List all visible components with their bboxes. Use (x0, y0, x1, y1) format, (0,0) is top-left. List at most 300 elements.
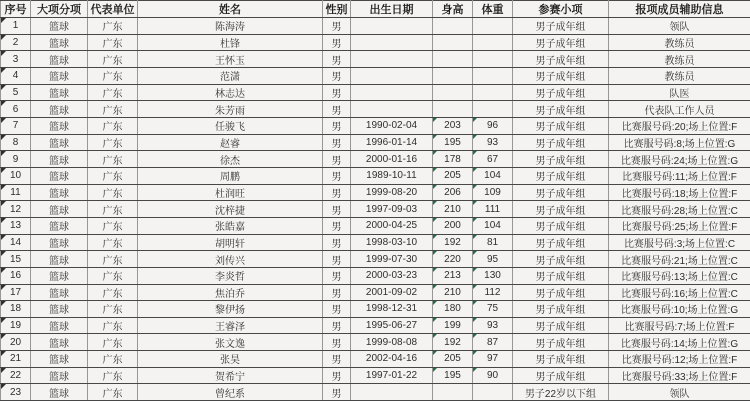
table-cell-xingbie (323, 367, 351, 384)
cell-text: 1997-01-22 (366, 370, 417, 381)
table-cell-fuzhu (609, 367, 750, 384)
table-cell-xiaoxiang (513, 351, 609, 368)
cell-text: 5 (13, 87, 19, 98)
cell-text: 教练员 (665, 72, 695, 83)
table-cell-fuzhu (609, 201, 750, 218)
cell-text: 203 (444, 120, 461, 131)
cell-text: 21 (10, 353, 21, 364)
cell-text: 97 (487, 353, 498, 364)
cell-text: 陈海涛 (215, 22, 245, 33)
table-cell-fuzhu (609, 151, 750, 168)
table-cell-xingming (138, 18, 323, 35)
cell-text: 男子成年组 (536, 322, 586, 333)
cell-text: 男子成年组 (536, 172, 586, 183)
table-cell-daxiang (31, 234, 88, 251)
table-row (1, 51, 750, 68)
cell-text: 广东 (103, 239, 123, 250)
table-row (1, 351, 750, 368)
cell-text: 比赛服号码:8;场上位置:G (624, 139, 736, 150)
cell-text: 篮球 (49, 289, 69, 300)
cell-text: 104 (484, 170, 501, 181)
table-cell-danwei (88, 201, 138, 218)
table-row (1, 67, 750, 84)
table-cell-danwei (88, 134, 138, 151)
cell-text: 109 (484, 187, 501, 198)
cell-text: 篮球 (49, 239, 69, 250)
cell-flag-triangle-icon (1, 185, 6, 190)
table-cell-xingming (138, 267, 323, 284)
cell-flag-triangle-icon (433, 251, 437, 255)
cell-flag-triangle-icon (1, 301, 6, 306)
cell-text: 黎伊扬 (215, 305, 245, 316)
table-cell-daxiang (31, 51, 88, 68)
table-cell-fuzhu (609, 267, 750, 284)
table-cell-daxiang (31, 217, 88, 234)
table-cell-xingbie (323, 351, 351, 368)
table-cell-danwei (88, 284, 138, 301)
cell-text: 男子成年组 (536, 122, 586, 133)
table-cell-daxiang (31, 101, 88, 118)
table-cell-xiaoxiang (513, 234, 609, 251)
table-cell-fuzhu (609, 167, 750, 184)
cell-text: 赵睿 (220, 139, 240, 150)
table-cell-daxiang (31, 117, 88, 134)
table-cell-xingming (138, 317, 323, 334)
table-cell-tizhong (473, 284, 513, 301)
cell-text: 1998-12-31 (366, 303, 417, 314)
cell-flag-triangle-icon (1, 35, 6, 40)
table-cell-shengao (433, 84, 473, 101)
cell-text: 男 (332, 22, 342, 33)
table-cell-daxiang (31, 151, 88, 168)
table-cell-xiaoxiang (513, 134, 609, 151)
table-cell-xuhao (1, 117, 31, 134)
cell-text: 比赛服号码:11;场上位置:F (622, 172, 737, 183)
table-cell-xingbie (323, 334, 351, 351)
table-cell-tizhong (473, 201, 513, 218)
cell-text: 篮球 (49, 22, 69, 33)
cell-text: 男 (332, 139, 342, 150)
cell-text: 男 (332, 156, 342, 167)
table-cell-fuzhu (609, 18, 750, 35)
column-header-xuhao: 序号 (1, 1, 31, 18)
cell-text: 男子成年组 (536, 39, 586, 50)
cell-text: 广东 (103, 389, 123, 400)
cell-text: 篮球 (49, 72, 69, 83)
table-cell-danwei (88, 234, 138, 251)
cell-text: 男子成年组 (536, 56, 586, 67)
cell-flag-triangle-icon (1, 151, 6, 156)
cell-text: 180 (444, 303, 461, 314)
cell-text: 张昊 (220, 355, 240, 366)
table-cell-danwei (88, 51, 138, 68)
table-cell-xingbie (323, 184, 351, 201)
table-cell-shengao (433, 34, 473, 51)
table-cell-xingbie (323, 267, 351, 284)
cell-text: 1 (13, 20, 19, 31)
cell-text: 男 (332, 122, 342, 133)
cell-text: 男 (332, 256, 342, 267)
cell-text: 192 (444, 237, 461, 248)
table-cell-xiaoxiang (513, 317, 609, 334)
table-cell-tizhong (473, 151, 513, 168)
table-cell-chusheng (351, 384, 433, 401)
table-cell-xuhao (1, 217, 31, 234)
cell-text: 男子成年组 (536, 189, 586, 200)
cell-flag-triangle-icon (1, 384, 6, 389)
table-cell-daxiang (31, 301, 88, 318)
cell-flag-triangle-icon (1, 351, 6, 356)
cell-flag-triangle-icon (1, 51, 6, 56)
cell-text: 15 (10, 254, 21, 265)
cell-flag-triangle-icon (1, 101, 6, 106)
cell-text: 男 (332, 322, 342, 333)
cell-text: 篮球 (49, 189, 69, 200)
table-cell-xiaoxiang (513, 217, 609, 234)
cell-text: 曾纪系 (215, 389, 245, 400)
cell-text: 195 (444, 137, 461, 148)
table-cell-xingbie (323, 167, 351, 184)
cell-text: 篮球 (49, 89, 69, 100)
table-cell-fuzhu (609, 384, 750, 401)
cell-text: 男子成年组 (536, 256, 586, 267)
table-cell-xingming (138, 167, 323, 184)
table-cell-daxiang (31, 251, 88, 268)
cell-text: 广东 (103, 256, 123, 267)
cell-flag-triangle-icon (473, 351, 477, 355)
cell-text: 210 (444, 204, 461, 215)
table-cell-daxiang (31, 167, 88, 184)
table-cell-daxiang (31, 201, 88, 218)
cell-text: 12 (10, 204, 21, 215)
table-cell-tizhong (473, 18, 513, 35)
table-cell-xuhao (1, 267, 31, 284)
table-cell-chusheng (351, 351, 433, 368)
table-row (1, 217, 750, 234)
cell-text: 195 (444, 370, 461, 381)
table-cell-danwei (88, 334, 138, 351)
table-cell-tizhong (473, 301, 513, 318)
cell-text: 队医 (670, 89, 690, 100)
cell-text: 205 (444, 353, 461, 364)
table-cell-xiaoxiang (513, 201, 609, 218)
table-cell-xiaoxiang (513, 34, 609, 51)
cell-text: 男 (332, 289, 342, 300)
cell-flag-triangle-icon (433, 185, 437, 189)
table-cell-danwei (88, 84, 138, 101)
cell-flag-triangle-icon (1, 368, 6, 373)
table-cell-daxiang (31, 367, 88, 384)
table-cell-danwei (88, 217, 138, 234)
cell-text: 广东 (103, 156, 123, 167)
table-cell-xiaoxiang (513, 51, 609, 68)
cell-flag-triangle-icon (433, 368, 437, 372)
table-cell-xiaoxiang (513, 117, 609, 134)
table-row (1, 151, 750, 168)
cell-text: 1995-06-27 (366, 320, 417, 331)
table-cell-chusheng (351, 251, 433, 268)
table-cell-xingming (138, 301, 323, 318)
cell-flag-triangle-icon (473, 201, 477, 205)
table-cell-daxiang (31, 67, 88, 84)
table-cell-xiaoxiang (513, 151, 609, 168)
cell-text: 206 (444, 187, 461, 198)
table-cell-fuzhu (609, 284, 750, 301)
table-cell-xuhao (1, 251, 31, 268)
cell-text: 王怀玉 (215, 56, 245, 67)
table-cell-tizhong (473, 184, 513, 201)
table-cell-tizhong (473, 234, 513, 251)
cell-text: 男子22岁以下组 (525, 389, 596, 400)
cell-text: 男子成年组 (536, 72, 586, 83)
table-cell-chusheng (351, 18, 433, 35)
cell-text: 广东 (103, 139, 123, 150)
table-cell-xingbie (323, 234, 351, 251)
table-cell-xingbie (323, 301, 351, 318)
cell-text: 213 (444, 270, 461, 281)
cell-text: 广东 (103, 72, 123, 83)
table-cell-xingbie (323, 317, 351, 334)
cell-text: 广东 (103, 22, 123, 33)
cell-text: 篮球 (49, 206, 69, 217)
cell-text: 刘传兴 (215, 256, 245, 267)
table-cell-shengao (433, 317, 473, 334)
cell-text: 比赛服号码:21;场上位置:C (621, 256, 738, 267)
table-cell-xingbie (323, 217, 351, 234)
table-cell-tizhong (473, 134, 513, 151)
table-cell-daxiang (31, 351, 88, 368)
table-cell-xuhao (1, 201, 31, 218)
cell-text: 比赛服号码:7;场上位置:F (624, 322, 734, 333)
table-cell-shengao (433, 234, 473, 251)
table-cell-chusheng (351, 51, 433, 68)
table-cell-chusheng (351, 334, 433, 351)
table-row (1, 184, 750, 201)
cell-text: 比赛服号码:25;场上位置:F (622, 222, 738, 233)
table-cell-shengao (433, 367, 473, 384)
cell-text: 比赛服号码:28;场上位置:C (621, 206, 738, 217)
table-cell-fuzhu (609, 134, 750, 151)
table-row (1, 134, 750, 151)
table-cell-xingbie (323, 251, 351, 268)
table-row (1, 117, 750, 134)
cell-text: 比赛服号码:24;场上位置:G (621, 156, 738, 167)
cell-text: 96 (487, 120, 498, 131)
cell-text: 3 (13, 54, 19, 65)
table-cell-xingbie (323, 284, 351, 301)
cell-text: 23 (10, 387, 21, 398)
cell-text: 199 (444, 320, 461, 331)
cell-text: 1999-08-08 (366, 337, 417, 348)
cell-text: 男 (332, 339, 342, 350)
table-cell-xuhao (1, 151, 31, 168)
table-cell-fuzhu (609, 101, 750, 118)
table-cell-chusheng (351, 151, 433, 168)
cell-text: 篮球 (49, 39, 69, 50)
column-header-shengao: 身高 (433, 1, 473, 18)
cell-text: 广东 (103, 89, 123, 100)
cell-flag-triangle-icon (433, 218, 437, 222)
cell-flag-triangle-icon (1, 235, 6, 240)
cell-text: 8 (13, 137, 19, 148)
cell-text: 篮球 (49, 222, 69, 233)
table-cell-xingbie (323, 117, 351, 134)
cell-text: 男子成年组 (536, 305, 586, 316)
table-cell-danwei (88, 18, 138, 35)
cell-flag-triangle-icon (1, 251, 6, 256)
cell-text: 教练员 (665, 39, 695, 50)
table-cell-danwei (88, 367, 138, 384)
cell-text: 比赛服号码:14;场上位置:G (621, 339, 738, 350)
table-cell-chusheng (351, 84, 433, 101)
cell-text: 篮球 (49, 272, 69, 283)
cell-text: 篮球 (49, 156, 69, 167)
table-cell-chusheng (351, 217, 433, 234)
column-header-tizhong: 体重 (473, 1, 513, 18)
cell-text: 192 (444, 337, 461, 348)
table-row (1, 267, 750, 284)
cell-text: 比赛服号码:18;场上位置:F (622, 189, 738, 200)
table-cell-xiaoxiang (513, 167, 609, 184)
cell-text: 男子成年组 (536, 89, 586, 100)
table-cell-xuhao (1, 101, 31, 118)
cell-text: 2000-04-25 (366, 220, 417, 231)
table-cell-chusheng (351, 34, 433, 51)
cell-text: 男 (332, 272, 342, 283)
table-cell-xingming (138, 284, 323, 301)
column-header-xingming: 姓名 (138, 1, 323, 18)
cell-text: 周鹏 (220, 172, 240, 183)
table-row (1, 18, 750, 35)
cell-text: 男 (332, 39, 342, 50)
table-cell-fuzhu (609, 67, 750, 84)
cell-text: 男子成年组 (536, 372, 586, 383)
cell-text: 任骏飞 (215, 122, 245, 133)
table-row (1, 301, 750, 318)
cell-flag-triangle-icon (433, 268, 437, 272)
table-cell-xingbie (323, 384, 351, 401)
table-cell-daxiang (31, 334, 88, 351)
table-cell-chusheng (351, 301, 433, 318)
cell-text: 1996-01-14 (366, 137, 417, 148)
table-cell-shengao (433, 384, 473, 401)
cell-text: 广东 (103, 172, 123, 183)
cell-text: 104 (484, 220, 501, 231)
cell-text: 2 (13, 37, 19, 48)
table-cell-tizhong (473, 51, 513, 68)
table-cell-shengao (433, 51, 473, 68)
table-cell-tizhong (473, 251, 513, 268)
cell-text: 篮球 (49, 339, 69, 350)
cell-text: 20 (10, 337, 21, 348)
cell-text: 男子成年组 (536, 222, 586, 233)
cell-flag-triangle-icon (1, 85, 6, 90)
table-cell-xuhao (1, 351, 31, 368)
table-cell-xiaoxiang (513, 384, 609, 401)
cell-text: 篮球 (49, 256, 69, 267)
cell-text: 17 (10, 287, 21, 298)
cell-text: 广东 (103, 339, 123, 350)
table-cell-shengao (433, 167, 473, 184)
table-cell-xuhao (1, 34, 31, 51)
cell-flag-triangle-icon (1, 18, 6, 23)
cell-flag-triangle-icon (433, 235, 437, 239)
cell-text: 男 (332, 89, 342, 100)
table-cell-xuhao (1, 317, 31, 334)
cell-text: 杜锋 (220, 39, 240, 50)
table-cell-daxiang (31, 18, 88, 35)
table-row (1, 367, 750, 384)
cell-text: 篮球 (49, 56, 69, 67)
table-cell-shengao (433, 201, 473, 218)
cell-text: 篮球 (49, 322, 69, 333)
table-cell-shengao (433, 251, 473, 268)
table-cell-shengao (433, 67, 473, 84)
cell-text: 广东 (103, 206, 123, 217)
cell-text: 男子成年组 (536, 139, 586, 150)
cell-flag-triangle-icon (473, 151, 477, 155)
cell-text: 男 (332, 222, 342, 233)
table-row (1, 234, 750, 251)
cell-text: 87 (487, 337, 498, 348)
table-cell-daxiang (31, 84, 88, 101)
table-cell-xingming (138, 151, 323, 168)
cell-flag-triangle-icon (1, 318, 6, 323)
table-cell-danwei (88, 251, 138, 268)
table-cell-fuzhu (609, 34, 750, 51)
cell-text: 男 (332, 172, 342, 183)
cell-text: 男 (332, 305, 342, 316)
table-cell-danwei (88, 101, 138, 118)
cell-flag-triangle-icon (473, 118, 477, 122)
cell-text: 男 (332, 206, 342, 217)
cell-flag-triangle-icon (433, 301, 437, 305)
cell-text: 广东 (103, 289, 123, 300)
cell-flag-triangle-icon (433, 135, 437, 139)
cell-flag-triangle-icon (473, 218, 477, 222)
cell-text: 广东 (103, 106, 123, 117)
table-cell-shengao (433, 134, 473, 151)
cell-text: 93 (487, 320, 498, 331)
table-cell-fuzhu (609, 217, 750, 234)
table-cell-danwei (88, 184, 138, 201)
cell-flag-triangle-icon (473, 334, 477, 338)
table-cell-chusheng (351, 117, 433, 134)
cell-text: 广东 (103, 322, 123, 333)
cell-flag-triangle-icon (433, 334, 437, 338)
table-cell-chusheng (351, 284, 433, 301)
cell-text: 篮球 (49, 172, 69, 183)
table-cell-xingming (138, 384, 323, 401)
table-cell-xuhao (1, 84, 31, 101)
table-cell-xuhao (1, 51, 31, 68)
cell-text: 4 (13, 70, 19, 81)
cell-flag-triangle-icon (473, 368, 477, 372)
cell-text: 焦泊乔 (215, 289, 245, 300)
column-header-danwei: 代表单位 (88, 1, 138, 18)
cell-text: 张皓嘉 (215, 222, 245, 233)
table-cell-tizhong (473, 351, 513, 368)
table-cell-tizhong (473, 334, 513, 351)
cell-text: 林志达 (215, 89, 245, 100)
table-cell-fuzhu (609, 351, 750, 368)
table-cell-xiaoxiang (513, 284, 609, 301)
cell-text: 篮球 (49, 355, 69, 366)
cell-flag-triangle-icon (473, 235, 477, 239)
table-cell-xingming (138, 367, 323, 384)
cell-flag-triangle-icon (433, 168, 437, 172)
cell-flag-triangle-icon (433, 201, 437, 205)
